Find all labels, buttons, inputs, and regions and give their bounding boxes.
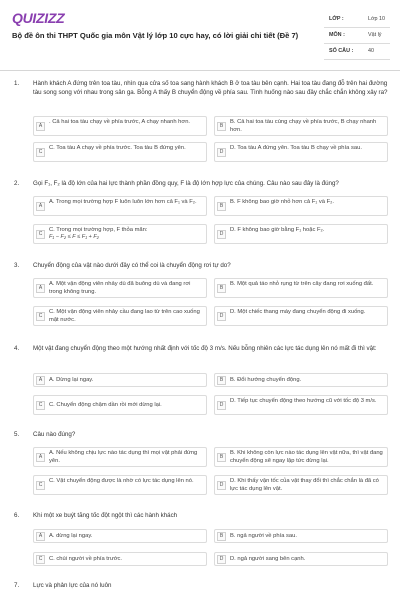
option-letter: D — [217, 230, 226, 239]
option-c[interactable] — [33, 552, 207, 566]
option-text: C. Chuyển động chậm dần rồi mới dừng lại. — [49, 402, 162, 408]
option-text: B. Một quả táo nhỏ rụng từ trên cây đang rơi xuống đất. — [230, 281, 374, 287]
option-b[interactable] — [214, 529, 388, 543]
option-text: A. Trong mọi trường hợp F luôn luôn lớn hơn cả F₁ và F₂. — [49, 199, 197, 205]
option-text: B. ngả người về phía sau. — [230, 533, 297, 539]
option-text: A. Một vận động viên nhảy dù đã buông dù và đang rơi trong không trung. — [49, 281, 191, 295]
meta-value: 40 — [368, 48, 374, 54]
option-letter: B — [217, 532, 226, 541]
option-c[interactable] — [33, 395, 207, 415]
option-text: C. Toa tàu A chạy về phía trước. Toa tàu B đứng yên. — [49, 145, 186, 151]
question-text: Chuyển động của vật nào dưới đây có thể coi là chuyển động rơi tự do? — [33, 262, 231, 269]
question-number: 6. — [14, 512, 20, 519]
question-text: Một vật đang chuyển động theo một hướng nhất định với tốc độ 3 m/s. Nếu bỗng nhiên các lực tác dụng lên nó mất đi thì vật: — [33, 345, 377, 352]
quizizz-logo: QUIZIZZ — [12, 10, 65, 26]
option-text: B. Cả hai toa tàu cùng chạy về phía trước, B chạy nhanh hơn. — [230, 119, 377, 133]
option-letter: A — [36, 532, 45, 541]
question-text: Câu nào đúng? — [33, 431, 76, 438]
worksheet-header — [0, 0, 400, 64]
option-letter: A — [36, 376, 45, 385]
option-text: D. ngả người sang bên cạnh. — [230, 556, 306, 562]
option-d[interactable] — [214, 395, 388, 415]
option-letter: B — [217, 376, 226, 385]
option-letter: A — [36, 202, 45, 211]
option-letter: C — [36, 555, 45, 564]
meta-label: LỚP : — [329, 16, 344, 22]
option-c[interactable] — [33, 224, 207, 244]
question-text: Hành khách A đứng trên toa tàu, nhìn qua cửa số toa sang hành khách B ở toa tàu bên cạnh. Hai toa tàu đang đỗ trên hai đường tàu song song với nhau trong sân ga. Bỗng A thấy B chuyển động về phía sau. Tình huống nào sau đây chắc chắn không xảy ra? — [33, 80, 388, 96]
question-text: Gọi F₁, F₂ là độ lớn của hai lực thành phần đồng quy, F là độ lớn hợp lực của chúng. Câu nào sau đây là đúng? — [33, 180, 339, 187]
option-a[interactable] — [33, 196, 207, 216]
question-number: 3. — [14, 262, 20, 269]
option-text: C. Trong mọi trường hợp, F thỏa mãn: — [49, 227, 148, 233]
option-b[interactable] — [214, 116, 388, 136]
option-text: C. Vật chuyển động được là nhờ có lực tác dụng lên nó. — [49, 478, 194, 484]
option-letter: B — [217, 453, 226, 462]
option-text: B. Khi không còn lực nào tác dụng lên vật nữa, thì vật đang chuyển động sẽ ngay lập tức dừng lại. — [230, 450, 383, 464]
option-text: C. chúi người về phía trước. — [49, 556, 123, 562]
option-letter: C — [36, 481, 45, 490]
option-letter: C — [36, 312, 45, 321]
meta-row-class — [324, 12, 390, 28]
option-b[interactable] — [214, 447, 388, 467]
option-d[interactable] — [214, 475, 388, 495]
option-letter: B — [217, 122, 226, 131]
option-letter: C — [36, 148, 45, 157]
option-text: A. Dừng lại ngay. — [49, 377, 94, 383]
option-text: D. Toa tàu A đứng yên. Toa tàu B chạy về phía sau. — [230, 145, 362, 151]
option-text: . Cả hai toa tàu chạy về phía trước, A chạy nhanh hơn. — [49, 119, 191, 125]
meta-row-subject — [324, 28, 390, 44]
meta-label: MÔN : — [329, 32, 345, 38]
option-a[interactable] — [33, 116, 207, 136]
option-letter: D — [217, 312, 226, 321]
option-d[interactable] — [214, 552, 388, 566]
option-text: B. Đổi hướng chuyển động. — [230, 377, 302, 383]
option-c[interactable] — [33, 306, 207, 326]
question-number: 7. — [14, 582, 20, 589]
question-number: 2. — [14, 180, 20, 187]
option-c[interactable] — [33, 475, 207, 495]
option-a[interactable] — [33, 529, 207, 543]
option-letter: D — [217, 555, 226, 564]
page-title: Bộ đề ôn thi THPT Quốc gia môn Vật lý lớp 10 cực hay, có lời giải chi tiết (Đề 7) — [12, 31, 299, 40]
option-letter: A — [36, 453, 45, 462]
meta-table — [324, 12, 390, 60]
question-number: 5. — [14, 431, 20, 438]
option-d[interactable] — [214, 142, 388, 162]
option-formula: F₁ − F₂ ≤ F ≤ F₁ + F₂ — [49, 234, 99, 240]
option-text: D. Một chiếc thang máy đang chuyển động đi xuống. — [230, 309, 366, 315]
question-number: 4. — [14, 345, 20, 352]
option-a[interactable] — [33, 373, 207, 387]
question-text: Khi một xe buýt tăng tốc đột ngột thì các hành khách — [33, 512, 178, 519]
option-text: A. Nếu không chịu lực nào tác dụng thì mọi vật phải đứng yên. — [49, 450, 198, 464]
option-text: A. dừng lại ngay. — [49, 533, 93, 539]
meta-label: SỐ CÂU : — [329, 48, 354, 54]
option-d[interactable] — [214, 224, 388, 244]
option-text: D. F không bao giờ bằng F₁ hoặc F₂. — [230, 227, 325, 233]
question-text: Lực và phản lực của nó luôn — [33, 582, 112, 589]
option-letter: B — [217, 284, 226, 293]
header-divider — [0, 70, 400, 71]
option-text: B. F không bao giờ nhỏ hơn cả F₁ và F₂. — [230, 199, 334, 205]
option-letter: D — [217, 401, 226, 410]
option-d[interactable] — [214, 306, 388, 326]
option-b[interactable] — [214, 373, 388, 387]
option-letter: B — [217, 202, 226, 211]
option-a[interactable] — [33, 447, 207, 467]
option-letter: C — [36, 230, 45, 239]
option-letter: A — [36, 122, 45, 131]
meta-value: Vật lý — [368, 32, 382, 38]
option-letter: C — [36, 401, 45, 410]
meta-value: Lớp 10 — [368, 16, 386, 22]
question-number: 1. — [14, 80, 20, 87]
option-c[interactable] — [33, 142, 207, 162]
option-a[interactable] — [33, 278, 207, 298]
option-letter: A — [36, 284, 45, 293]
option-b[interactable] — [214, 278, 388, 298]
option-text: C. Một vận động viên nhảy cầu đang lao từ trên cao xuống mặt nước. — [49, 309, 200, 323]
option-b[interactable] — [214, 196, 388, 216]
option-letter: D — [217, 481, 226, 490]
option-text: D. Tiếp tục chuyển động theo hướng cũ với tốc độ 3 m/s. — [230, 398, 377, 404]
option-letter: D — [217, 148, 226, 157]
meta-row-question-count — [324, 44, 390, 60]
option-text: D. Khi thấy vận tốc của vật thay đổi thì chắc chắn là đã có lực tác dụng lên vật. — [230, 478, 379, 492]
